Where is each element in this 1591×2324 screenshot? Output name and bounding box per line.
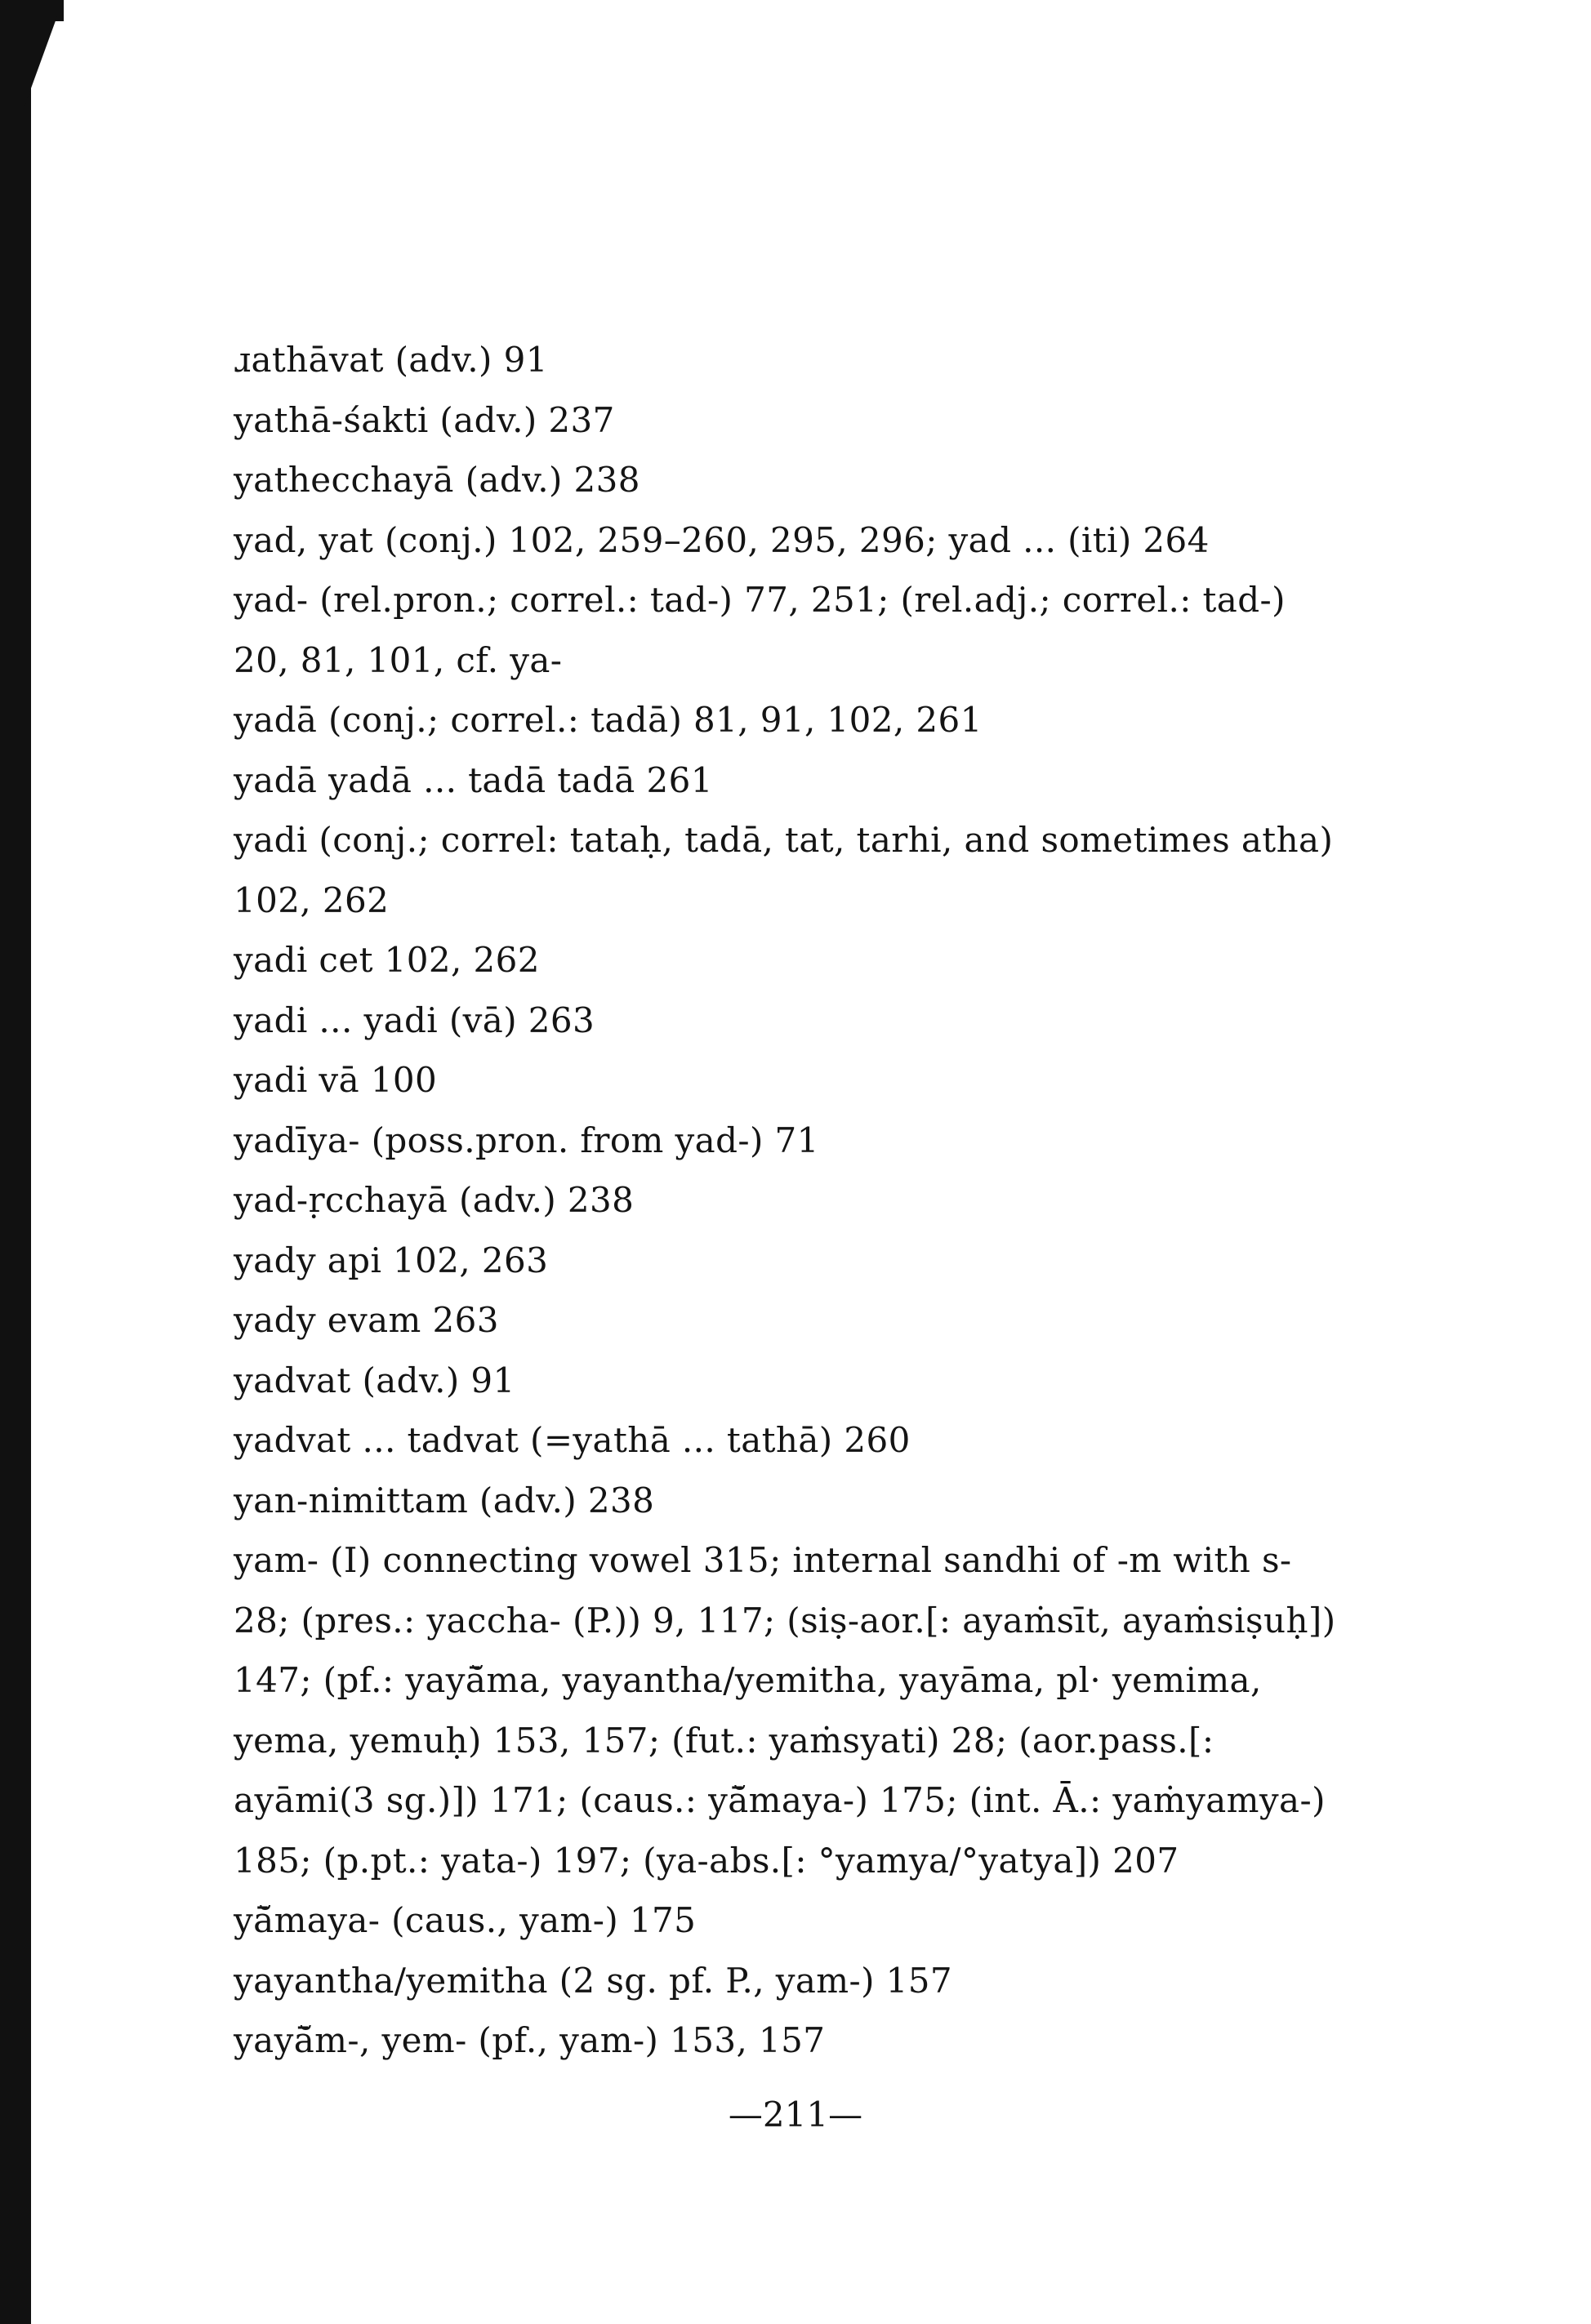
index-entry bbox=[234, 510, 1312, 571]
entry-line: yadi vā 100 bbox=[234, 1060, 438, 1100]
index-entry bbox=[234, 330, 1312, 390]
index-entry bbox=[234, 690, 1312, 750]
index-entry bbox=[234, 2010, 1312, 2071]
entry-line: yathā-śakti (adv.) 237 bbox=[234, 399, 615, 440]
page-number: —211— bbox=[728, 2095, 863, 2135]
index-entry bbox=[234, 750, 1312, 811]
entry-line: ɹathāvat (adv.) 91 bbox=[234, 340, 548, 380]
entry-line: yan-nimittam (adv.) 238 bbox=[234, 1480, 655, 1520]
entry-line: yayā̆m-, yem- (pf., yam-) 153, 157 bbox=[234, 2020, 826, 2060]
entry-continuation-line: ayāmi(3 sg.)]) 171; (caus.: yā̆maya-) 175; (int. Ā.: yaṁyamya-) bbox=[234, 1780, 1326, 1820]
index-entry bbox=[234, 1231, 1312, 1291]
entry-line: yadi ... yadi (vā) 263 bbox=[234, 999, 595, 1040]
entry-line: yadvat ... tadvat (=yathā ... tathā) 260 bbox=[234, 1420, 911, 1460]
index-entry bbox=[234, 1290, 1312, 1351]
index-entry bbox=[234, 450, 1312, 510]
entry-line: yad-ṛcchayā (adv.) 238 bbox=[234, 1180, 635, 1220]
index-entry bbox=[234, 991, 1312, 1051]
entry-line: yam- (I) connecting vowel 315; internal sandhi of -m with s- bbox=[234, 1540, 1292, 1580]
entry-line: yā̆maya- (caus., yam-) 175 bbox=[234, 1900, 697, 1940]
index-entry bbox=[234, 1471, 1312, 1531]
index-entry bbox=[234, 1050, 1312, 1111]
index-entry bbox=[234, 930, 1312, 991]
index-entry bbox=[234, 390, 1312, 451]
entry-line: yadvat (adv.) 91 bbox=[234, 1360, 515, 1400]
entry-continuation-line: yema, yemuḥ) 153, 157; (fut.: yaṁsyati) 28; (aor.pass.[: bbox=[234, 1720, 1214, 1761]
index-entry bbox=[234, 1170, 1312, 1231]
scan-binding-edge bbox=[0, 0, 31, 2324]
index-entry bbox=[234, 1530, 1336, 1890]
scan-edge-flare bbox=[25, 16, 57, 106]
entry-line: yadā (conj.; correl.: tadā) 81, 91, 102, 261 bbox=[234, 700, 983, 740]
index-entry bbox=[234, 1111, 1312, 1171]
index-entry bbox=[234, 1890, 1312, 1951]
entry-continuation-line: 28; (pres.: yaccha- (P.)) 9, 117; (siṣ-aor.[: ayaṁsīt, ayaṁsiṣuḥ]) bbox=[234, 1600, 1336, 1641]
index-entry bbox=[234, 810, 1334, 930]
entry-line: yayantha/yemitha (2 sg. pf. P., yam-) 157 bbox=[234, 1960, 952, 2001]
index-entry bbox=[234, 1410, 1312, 1471]
entry-line: yadīya- (poss.pron. from yad-) 71 bbox=[234, 1120, 819, 1160]
entry-line: yady evam 263 bbox=[234, 1300, 499, 1340]
index-entry bbox=[234, 570, 1312, 690]
entry-continuation-line: 102, 262 bbox=[234, 879, 390, 920]
entry-line: yad, yat (conj.) 102, 259–260, 295, 296; yad ... (iti) 264 bbox=[234, 519, 1210, 560]
entry-line: yadā yadā ... tadā tadā 261 bbox=[234, 759, 713, 800]
entry-continuation-line: 20, 81, 101, cf. ya- bbox=[234, 639, 563, 680]
entry-line: yadi (conj.; correl: tataḥ, tadā, tat, tarhi, and sometimes atha) bbox=[234, 820, 1334, 860]
entry-line: yad- (rel.pron.; correl.: tad-) 77, 251; (rel.adj.; correl.: tad-) bbox=[234, 580, 1286, 620]
index-entry bbox=[234, 1351, 1312, 1411]
entry-line: yathecchayā (adv.) 238 bbox=[234, 460, 640, 500]
index-entry bbox=[234, 1951, 1312, 2011]
entry-line: yadi cet 102, 262 bbox=[234, 940, 540, 980]
entry-line: yady api 102, 263 bbox=[234, 1240, 549, 1280]
index-entry-list bbox=[234, 330, 1336, 2071]
entry-continuation-line: 147; (pf.: yayā̆ma, yayantha/yemitha, yayāma, pl· yemima, bbox=[234, 1660, 1262, 1700]
entry-continuation-line: 185; (p.pt.: yata-) 197; (ya-abs.[: °yamya/°yatya]) 207 bbox=[234, 1840, 1179, 1881]
